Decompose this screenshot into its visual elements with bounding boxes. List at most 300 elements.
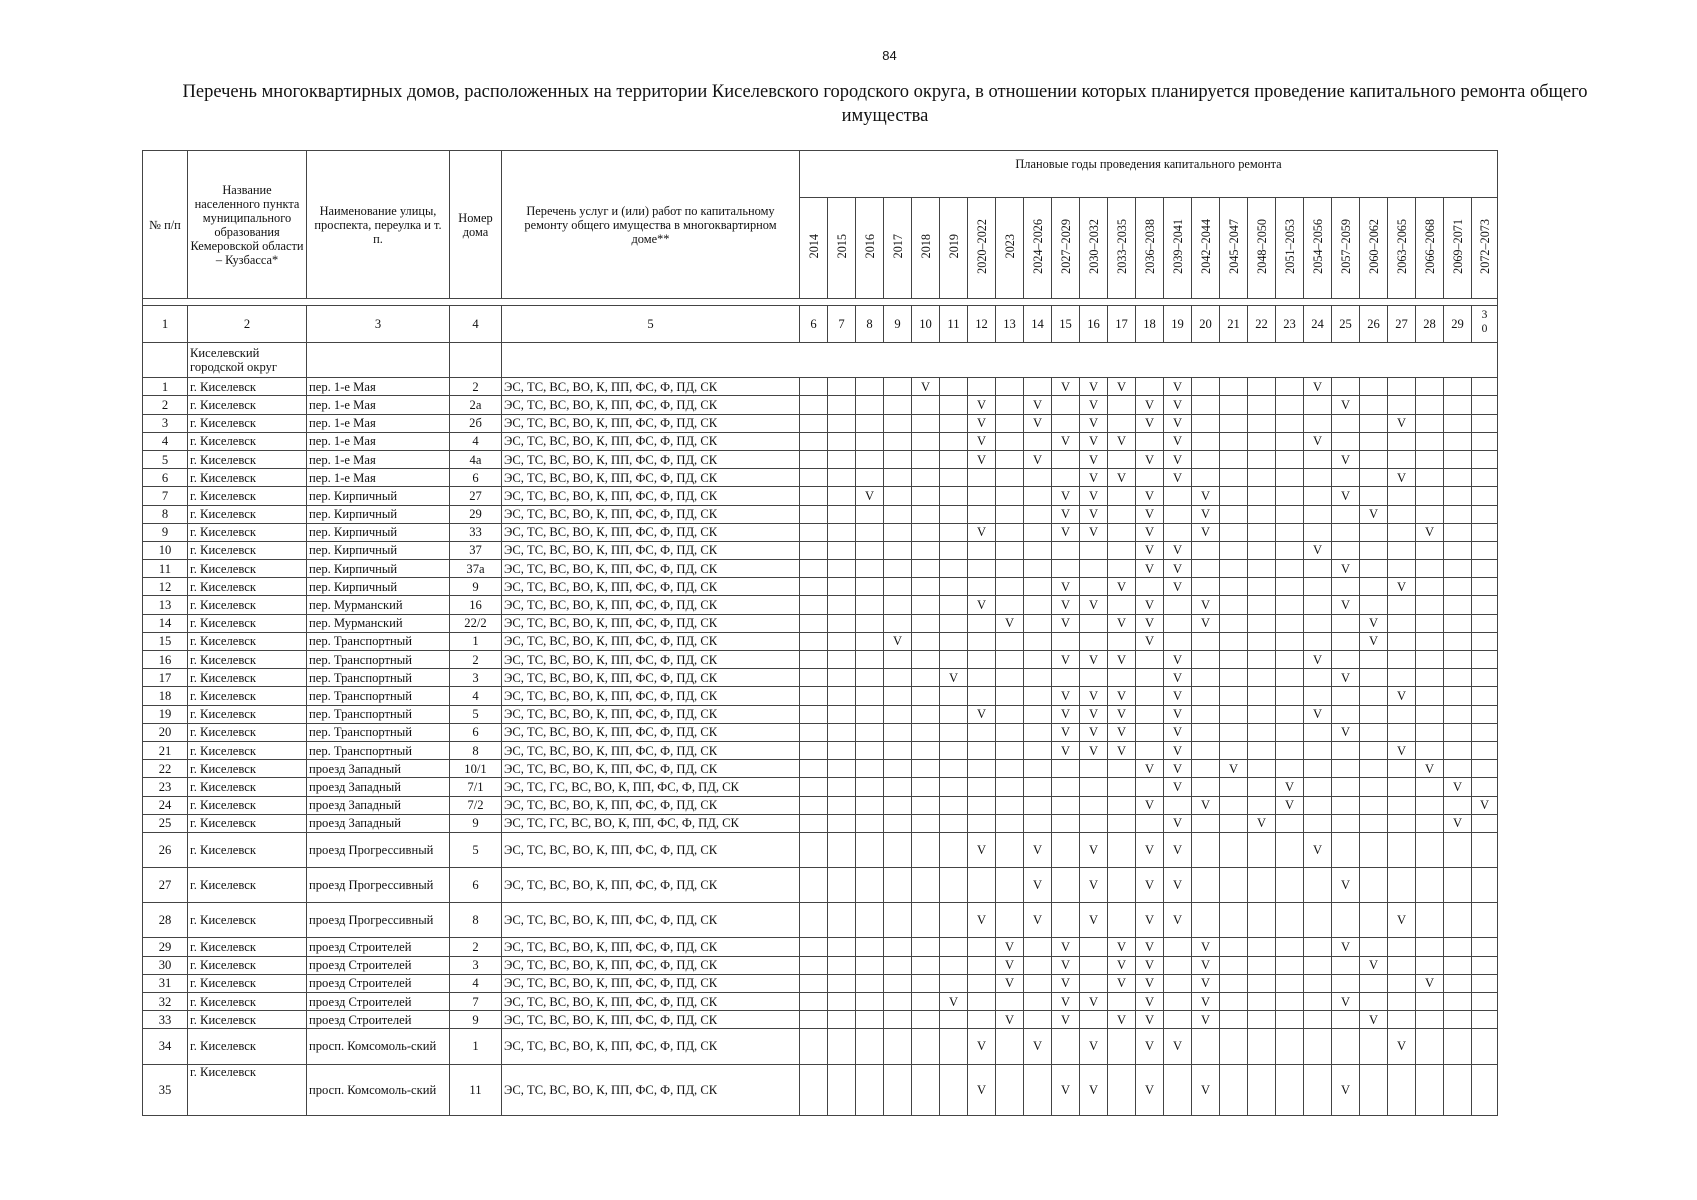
year-mark-cell: V: [1388, 687, 1416, 705]
year-mark-cell: V: [1080, 469, 1108, 487]
year-mark-cell: V: [1052, 993, 1080, 1011]
year-mark-cell: [856, 560, 884, 578]
works-cell: ЭС, ТС, ВС, ВО, К, ПП, ФС, Ф, ПД, СК: [502, 487, 800, 505]
year-mark-cell: [1388, 432, 1416, 450]
year-mark-cell: [828, 687, 856, 705]
year-mark-cell: [1444, 956, 1472, 974]
table-row: [143, 414, 1498, 432]
year-mark-cell: [856, 469, 884, 487]
year-mark-cell: [856, 993, 884, 1011]
year-mark-cell: [1388, 1064, 1416, 1115]
year-mark-cell: [1472, 723, 1498, 741]
year-mark-cell: [1472, 578, 1498, 596]
year-mark-cell: [1472, 1029, 1498, 1064]
year-mark-cell: V: [968, 396, 996, 414]
year-mark-cell: [828, 614, 856, 632]
year-header: [940, 198, 968, 299]
year-header: [1332, 198, 1360, 299]
year-mark-cell: [1472, 396, 1498, 414]
street-cell: пер. 1-е Мая: [307, 450, 450, 468]
works-cell: ЭС, ТС, ВС, ВО, К, ПП, ФС, Ф, ПД, СК: [502, 596, 800, 614]
year-mark-cell: [856, 687, 884, 705]
year-mark-cell: [1080, 938, 1108, 956]
year-mark-cell: [1192, 778, 1220, 796]
year-mark-cell: [1248, 705, 1276, 723]
works-cell: ЭС, ТС, ВС, ВО, К, ПП, ФС, Ф, ПД, СК: [502, 1064, 800, 1115]
year-mark-cell: [1444, 523, 1472, 541]
row-number: 4: [143, 432, 188, 450]
year-mark-cell: [1304, 723, 1332, 741]
year-mark-cell: [1444, 705, 1472, 723]
year-mark-cell: [912, 487, 940, 505]
year-mark-cell: [940, 832, 968, 867]
year-mark-cell: V: [1164, 903, 1192, 938]
year-mark-cell: [1052, 414, 1080, 432]
year-mark-cell: V: [1108, 956, 1136, 974]
works-cell: ЭС, ТС, ВС, ВО, К, ПП, ФС, Ф, ПД, СК: [502, 868, 800, 903]
year-mark-cell: [1024, 578, 1052, 596]
year-mark-cell: [912, 614, 940, 632]
row-number: 10: [143, 541, 188, 559]
year-mark-cell: [1332, 505, 1360, 523]
year-mark-cell: [1080, 560, 1108, 578]
year-mark-cell: [1360, 560, 1388, 578]
settlement-cell: г. Киселевск: [188, 560, 307, 578]
year-mark-cell: [884, 938, 912, 956]
year-mark-cell: [1472, 651, 1498, 669]
table-row: [143, 832, 1498, 867]
year-mark-cell: [1220, 432, 1248, 450]
year-mark-cell: [1416, 814, 1444, 832]
year-mark-cell: [1080, 614, 1108, 632]
year-mark-cell: [968, 741, 996, 759]
year-mark-cell: [884, 903, 912, 938]
settlement-cell: г. Киселевск: [188, 469, 307, 487]
year-header: [856, 198, 884, 299]
year-mark-cell: [1220, 614, 1248, 632]
year-mark-cell: [828, 432, 856, 450]
year-mark-cell: [1220, 450, 1248, 468]
year-mark-cell: [1304, 669, 1332, 687]
year-mark-cell: [884, 487, 912, 505]
works-cell: ЭС, ТС, ВС, ВО, К, ПП, ФС, Ф, ПД, СК: [502, 614, 800, 632]
year-mark-cell: [856, 669, 884, 687]
street-cell: пер. Транспортный: [307, 723, 450, 741]
column-number: 14: [1024, 306, 1052, 343]
year-mark-cell: [1024, 993, 1052, 1011]
year-mark-cell: [940, 651, 968, 669]
year-mark-cell: [1472, 523, 1498, 541]
year-mark-cell: [884, 723, 912, 741]
table-row: [143, 868, 1498, 903]
year-mark-cell: [1416, 705, 1444, 723]
house-number-cell: 9: [450, 578, 502, 596]
table-row: [143, 669, 1498, 687]
year-mark-cell: [996, 596, 1024, 614]
year-mark-cell: [912, 450, 940, 468]
year-mark-cell: [828, 956, 856, 974]
year-mark-cell: [1276, 993, 1304, 1011]
settlement-cell: г. Киселевск: [188, 614, 307, 632]
year-mark-cell: [912, 396, 940, 414]
year-mark-cell: V: [1164, 541, 1192, 559]
row-number: 7: [143, 487, 188, 505]
column-number: 6: [800, 306, 828, 343]
year-mark-cell: V: [1276, 796, 1304, 814]
year-mark-cell: [996, 578, 1024, 596]
year-mark-cell: [884, 974, 912, 992]
year-mark-cell: [884, 1011, 912, 1029]
year-mark-cell: [1192, 868, 1220, 903]
year-mark-cell: [996, 903, 1024, 938]
year-mark-cell: V: [1136, 832, 1164, 867]
year-mark-cell: [1444, 760, 1472, 778]
year-mark-cell: V: [996, 938, 1024, 956]
row-number: 28: [143, 903, 188, 938]
year-mark-cell: [1108, 993, 1136, 1011]
year-mark-cell: [996, 560, 1024, 578]
year-mark-cell: [800, 505, 828, 523]
year-mark-cell: V: [1332, 560, 1360, 578]
year-mark-cell: [1220, 814, 1248, 832]
year-mark-cell: [912, 1029, 940, 1064]
year-mark-cell: [1052, 796, 1080, 814]
year-mark-cell: [884, 993, 912, 1011]
year-mark-cell: [940, 705, 968, 723]
year-mark-cell: [884, 1029, 912, 1064]
year-mark-cell: [940, 741, 968, 759]
year-mark-cell: [1108, 778, 1136, 796]
year-mark-cell: [1304, 578, 1332, 596]
year-mark-cell: [800, 760, 828, 778]
year-mark-cell: [1248, 651, 1276, 669]
year-label: 2020–2022: [974, 219, 989, 274]
year-mark-cell: [1276, 760, 1304, 778]
year-mark-cell: V: [1080, 723, 1108, 741]
year-mark-cell: [1108, 632, 1136, 650]
year-header: [1304, 198, 1332, 299]
year-mark-cell: V: [1108, 469, 1136, 487]
group-label: Киселевский городской округ: [188, 343, 307, 378]
year-mark-cell: [1220, 778, 1248, 796]
year-mark-cell: [884, 868, 912, 903]
year-mark-cell: [1276, 1064, 1304, 1115]
table-row: [143, 903, 1498, 938]
year-mark-cell: [1220, 796, 1248, 814]
year-mark-cell: [1360, 687, 1388, 705]
row-number: 27: [143, 868, 188, 903]
year-mark-cell: [968, 814, 996, 832]
year-mark-cell: [1276, 614, 1304, 632]
house-number-cell: 2: [450, 651, 502, 669]
year-mark-cell: [884, 651, 912, 669]
year-mark-cell: [912, 832, 940, 867]
year-mark-cell: V: [1164, 450, 1192, 468]
year-mark-cell: [1192, 814, 1220, 832]
year-mark-cell: V: [1164, 705, 1192, 723]
year-mark-cell: [1332, 541, 1360, 559]
year-mark-cell: [1304, 614, 1332, 632]
works-cell: ЭС, ТС, ВС, ВО, К, ПП, ФС, Ф, ПД, СК: [502, 903, 800, 938]
year-mark-cell: [1472, 414, 1498, 432]
year-mark-cell: [1080, 578, 1108, 596]
year-mark-cell: [1304, 796, 1332, 814]
table-row: [143, 469, 1498, 487]
year-mark-cell: [1360, 974, 1388, 992]
year-mark-cell: [940, 414, 968, 432]
year-mark-cell: V: [1024, 903, 1052, 938]
header-works: Перечень услуг и (или) работ по капитальному ремонту общего имущества в многоквартирном доме**: [502, 151, 800, 299]
year-mark-cell: [1388, 450, 1416, 468]
year-mark-cell: [1416, 541, 1444, 559]
year-mark-cell: V: [1192, 1011, 1220, 1029]
year-mark-cell: [800, 723, 828, 741]
year-label: 2016: [862, 234, 877, 259]
year-header: [884, 198, 912, 299]
settlement-cell: г. Киселевск: [188, 669, 307, 687]
year-mark-cell: V: [1136, 1064, 1164, 1115]
year-mark-cell: [1416, 632, 1444, 650]
year-header: [1052, 198, 1080, 299]
year-mark-cell: [1472, 669, 1498, 687]
year-mark-cell: [828, 778, 856, 796]
year-mark-cell: V: [1136, 560, 1164, 578]
year-mark-cell: V: [1192, 956, 1220, 974]
year-mark-cell: [912, 974, 940, 992]
group-row: [143, 343, 1498, 378]
year-label: 2069–2071: [1450, 219, 1465, 274]
year-mark-cell: [1416, 687, 1444, 705]
year-label: 2072–2073: [1477, 219, 1492, 274]
year-mark-cell: [800, 814, 828, 832]
year-mark-cell: V: [1080, 868, 1108, 903]
year-mark-cell: [1220, 378, 1248, 396]
year-mark-cell: V: [1108, 723, 1136, 741]
works-cell: ЭС, ТС, ВС, ВО, К, ПП, ФС, Ф, ПД, СК: [502, 796, 800, 814]
year-mark-cell: [1248, 596, 1276, 614]
year-mark-cell: [1276, 956, 1304, 974]
year-mark-cell: V: [1164, 560, 1192, 578]
year-mark-cell: [1416, 450, 1444, 468]
year-mark-cell: V: [996, 974, 1024, 992]
year-mark-cell: [1444, 414, 1472, 432]
year-mark-cell: V: [1304, 432, 1332, 450]
year-mark-cell: V: [968, 432, 996, 450]
year-mark-cell: [1332, 632, 1360, 650]
year-mark-cell: V: [1080, 903, 1108, 938]
year-mark-cell: [884, 469, 912, 487]
street-cell: проезд Строителей: [307, 956, 450, 974]
year-mark-cell: [996, 414, 1024, 432]
year-mark-cell: V: [1052, 432, 1080, 450]
year-mark-cell: [996, 723, 1024, 741]
year-mark-cell: [884, 814, 912, 832]
year-mark-cell: [1220, 541, 1248, 559]
works-cell: ЭС, ТС, ВС, ВО, К, ПП, ФС, Ф, ПД, СК: [502, 523, 800, 541]
column-number: 25: [1332, 306, 1360, 343]
year-mark-cell: [856, 505, 884, 523]
works-cell: ЭС, ТС, ВС, ВО, К, ПП, ФС, Ф, ПД, СК: [502, 687, 800, 705]
year-mark-cell: [828, 450, 856, 468]
year-mark-cell: [1388, 832, 1416, 867]
year-mark-cell: V: [1388, 741, 1416, 759]
year-mark-cell: [1248, 1064, 1276, 1115]
year-mark-cell: [1444, 868, 1472, 903]
year-mark-cell: [856, 868, 884, 903]
year-mark-cell: [800, 796, 828, 814]
house-number-cell: 33: [450, 523, 502, 541]
year-mark-cell: [996, 450, 1024, 468]
year-mark-cell: [828, 560, 856, 578]
year-mark-cell: [1444, 578, 1472, 596]
year-mark-cell: [856, 974, 884, 992]
year-mark-cell: [1136, 705, 1164, 723]
column-number: 24: [1304, 306, 1332, 343]
year-mark-cell: [912, 1064, 940, 1115]
year-mark-cell: [1444, 487, 1472, 505]
year-mark-cell: V: [1080, 687, 1108, 705]
year-mark-cell: [1360, 450, 1388, 468]
year-mark-cell: V: [1052, 614, 1080, 632]
year-mark-cell: [1360, 938, 1388, 956]
year-mark-cell: [1360, 778, 1388, 796]
year-mark-cell: [884, 541, 912, 559]
year-mark-cell: [1248, 938, 1276, 956]
year-mark-cell: [1024, 487, 1052, 505]
year-mark-cell: [1276, 414, 1304, 432]
year-mark-cell: V: [1332, 938, 1360, 956]
year-mark-cell: [1388, 487, 1416, 505]
year-mark-cell: [1304, 596, 1332, 614]
year-mark-cell: [1360, 523, 1388, 541]
works-cell: ЭС, ТС, ВС, ВО, К, ПП, ФС, Ф, ПД, СК: [502, 450, 800, 468]
year-mark-cell: [1444, 974, 1472, 992]
year-mark-cell: [884, 741, 912, 759]
year-mark-cell: [1248, 505, 1276, 523]
year-mark-cell: [1444, 396, 1472, 414]
year-mark-cell: [800, 523, 828, 541]
year-mark-cell: [1276, 469, 1304, 487]
year-mark-cell: [1052, 541, 1080, 559]
document-title: Перечень многоквартирных домов, расположенных на территории Киселевского городского округа, в отношении которых планируется проведение капитального ремонта общего имущества: [182, 82, 1588, 126]
year-header: [828, 198, 856, 299]
year-mark-cell: [940, 505, 968, 523]
year-mark-cell: V: [996, 956, 1024, 974]
year-mark-cell: [1052, 1029, 1080, 1064]
year-mark-cell: [1304, 1029, 1332, 1064]
year-label: 2054–2056: [1310, 219, 1325, 274]
year-mark-cell: [1304, 632, 1332, 650]
year-mark-cell: V: [1416, 523, 1444, 541]
year-mark-cell: [1220, 414, 1248, 432]
year-mark-cell: [1332, 814, 1360, 832]
year-mark-cell: [800, 669, 828, 687]
settlement-cell: г. Киселевск: [188, 974, 307, 992]
year-label: 2023: [1002, 234, 1017, 259]
header-row-1: [143, 151, 1498, 198]
year-mark-cell: [1472, 778, 1498, 796]
year-mark-cell: [1388, 396, 1416, 414]
year-mark-cell: [1388, 723, 1416, 741]
year-mark-cell: [1024, 651, 1052, 669]
year-label: 2063–2065: [1394, 219, 1409, 274]
year-mark-cell: [1192, 541, 1220, 559]
year-mark-cell: V: [1304, 541, 1332, 559]
year-mark-cell: [1416, 505, 1444, 523]
house-number-cell: 6: [450, 723, 502, 741]
year-mark-cell: [1024, 974, 1052, 992]
year-mark-cell: [828, 705, 856, 723]
works-cell: ЭС, ТС, ВС, ВО, К, ПП, ФС, Ф, ПД, СК: [502, 414, 800, 432]
year-mark-cell: [1164, 1064, 1192, 1115]
year-mark-cell: V: [1164, 396, 1192, 414]
year-mark-cell: V: [1080, 396, 1108, 414]
row-number: 19: [143, 705, 188, 723]
works-cell: ЭС, ТС, ГС, ВС, ВО, К, ПП, ФС, Ф, ПД, СК: [502, 778, 800, 796]
works-cell: ЭС, ТС, ВС, ВО, К, ПП, ФС, Ф, ПД, СК: [502, 1011, 800, 1029]
house-number-cell: 5: [450, 832, 502, 867]
year-mark-cell: [856, 378, 884, 396]
house-number-cell: 27: [450, 487, 502, 505]
year-mark-cell: [1136, 469, 1164, 487]
year-mark-cell: [1388, 993, 1416, 1011]
table-row: [143, 796, 1498, 814]
column-number: 22: [1248, 306, 1276, 343]
year-mark-cell: [940, 432, 968, 450]
year-mark-cell: V: [1108, 378, 1136, 396]
year-mark-cell: [1472, 832, 1498, 867]
column-number: 13: [996, 306, 1024, 343]
year-mark-cell: [856, 1064, 884, 1115]
year-mark-cell: [1472, 903, 1498, 938]
settlement-cell: г. Киселевск: [188, 651, 307, 669]
year-mark-cell: [1220, 1064, 1248, 1115]
settlement-cell: г. Киселевск: [188, 414, 307, 432]
year-mark-cell: V: [1108, 741, 1136, 759]
year-mark-cell: [1136, 778, 1164, 796]
year-mark-cell: [1332, 760, 1360, 778]
year-mark-cell: [1276, 832, 1304, 867]
year-mark-cell: [1164, 938, 1192, 956]
row-number: 5: [143, 450, 188, 468]
year-mark-cell: [1080, 1011, 1108, 1029]
works-cell: ЭС, ТС, ВС, ВО, К, ПП, ФС, Ф, ПД, СК: [502, 578, 800, 596]
year-mark-cell: [1276, 903, 1304, 938]
works-cell: ЭС, ТС, ВС, ВО, К, ПП, ФС, Ф, ПД, СК: [502, 974, 800, 992]
year-mark-cell: [1220, 596, 1248, 614]
settlement-cell: г. Киселевск: [188, 378, 307, 396]
year-mark-cell: [968, 614, 996, 632]
year-mark-cell: V: [1052, 974, 1080, 992]
year-mark-cell: [884, 505, 912, 523]
year-mark-cell: [1276, 523, 1304, 541]
year-mark-cell: [884, 560, 912, 578]
year-mark-cell: [1360, 705, 1388, 723]
year-mark-cell: [1052, 868, 1080, 903]
year-mark-cell: [800, 450, 828, 468]
year-mark-cell: [1108, 669, 1136, 687]
year-mark-cell: [1444, 687, 1472, 705]
year-mark-cell: [1360, 414, 1388, 432]
year-mark-cell: [996, 1064, 1024, 1115]
year-mark-cell: [828, 378, 856, 396]
house-number-cell: 29: [450, 505, 502, 523]
year-mark-cell: V: [1080, 651, 1108, 669]
year-mark-cell: [996, 741, 1024, 759]
year-mark-cell: V: [1388, 469, 1416, 487]
year-mark-cell: [1332, 832, 1360, 867]
street-cell: пер. Транспортный: [307, 632, 450, 650]
